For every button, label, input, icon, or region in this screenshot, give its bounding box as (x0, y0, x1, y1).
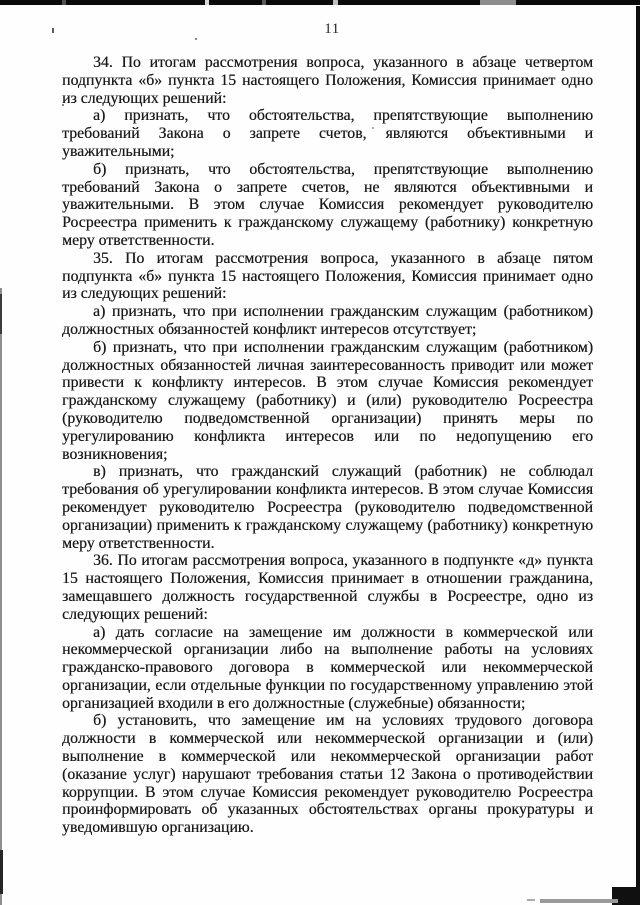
paragraph-36-item-a: а) дать согласие на замещение им должности в коммерческой или некоммерческой организации либо на выполнение работы на условиях гражданско-правового договора в коммерческой или некоммерческой организации, если отдельные функции по государственному управлению этой организацией входили в его должностные (служебные) обязанности; (62, 623, 593, 712)
paragraph-34-intro: 34. По итогам рассмотрения вопроса, указанного в абзаце четвертом подпункта «б» пункта 15 настоящего Положения, Комиссия принимает одно из следующих решений: (62, 54, 593, 107)
paragraph-35-item-v: в) признать, что гражданский служащий (работник) не соблюдал требования об урегулировании конфликта интересов. В этом случае Комиссия рекомендует руководителю Росреестра (руководителю подведомственной организации) применить к гражданскому служащему (работнику) конкретную меру ответственности. (62, 463, 593, 552)
scan-edge-left-mark (0, 294, 2, 334)
scan-edge-right (636, 6, 640, 905)
document-text (62, 54, 593, 837)
paragraph-35-intro: 35. По итогам рассмотрения вопроса, указанного в абзаце пятом подпункта «б» пункта 15 настоящего Положения, Комиссия принимает одно из следующих решений: (62, 249, 593, 303)
paragraph-36-item-b: б) установить, что замещение им на условиях трудового договора должности в коммерческой или некоммерческой организации и (или) выполнение в коммерческой или некоммерческой организации работ (оказание услуг) нарушают требования статьи 12 Закона о противодействии коррупции. В этом случае Комиссия рекомендует руководителю Росреестра проинформировать об указанных обстоятельствах органы прокуратуры и уведомившую организацию. (62, 712, 593, 837)
scan-speckle (195, 38, 197, 40)
scan-speckle (527, 899, 535, 901)
page-number: 11 (324, 21, 340, 37)
paragraph-34-item-a: а) признать, что обстоятельства, препятствующие выполнению требований Закона о запрете счетов, являются объективными и уважительными; (62, 107, 593, 160)
scan-edge-left-mark (0, 850, 3, 894)
scan-line-bottom (540, 899, 618, 903)
paragraph-36-intro: 36. По итогам рассмотрения вопроса, указанного в подпункте «д» пункта 15 настоящего Положения, Комиссия принимает в отношении гражданина, замещавшего должность государственной службы в Росреестре, одно из следующих решений: (62, 552, 593, 623)
scan-edge-top (0, 0, 640, 5)
paragraph-35-item-b: б) признать, что при исполнении гражданским служащим (работником) должностных обязанностей личная заинтересованность приводит или может привести к конфликту интересов. В этом случае Комиссия рекомендует гражданскому служащему (работнику) и (или) руководителю Росреестра (руководителю подведомственной организации) принять меры по урегулированию конфликта интересов или по недопущению его возникновения; (62, 338, 593, 463)
paragraph-34-item-b: б) признать, что обстоятельства, препятствующие выполнению требований Закона о запрете счетов, не являются объективными и уважительными. В этом случае Комиссия рекомендует руководителю Росреестра применить к гражданскому служащему (работнику) конкретную меру ответственности. (62, 160, 593, 249)
scan-edge-left (0, 288, 2, 905)
paragraph-35-item-a: а) признать, что при исполнении гражданским служащим (работником) должностных обязанностей конфликт интересов отсутствует; (62, 303, 593, 338)
